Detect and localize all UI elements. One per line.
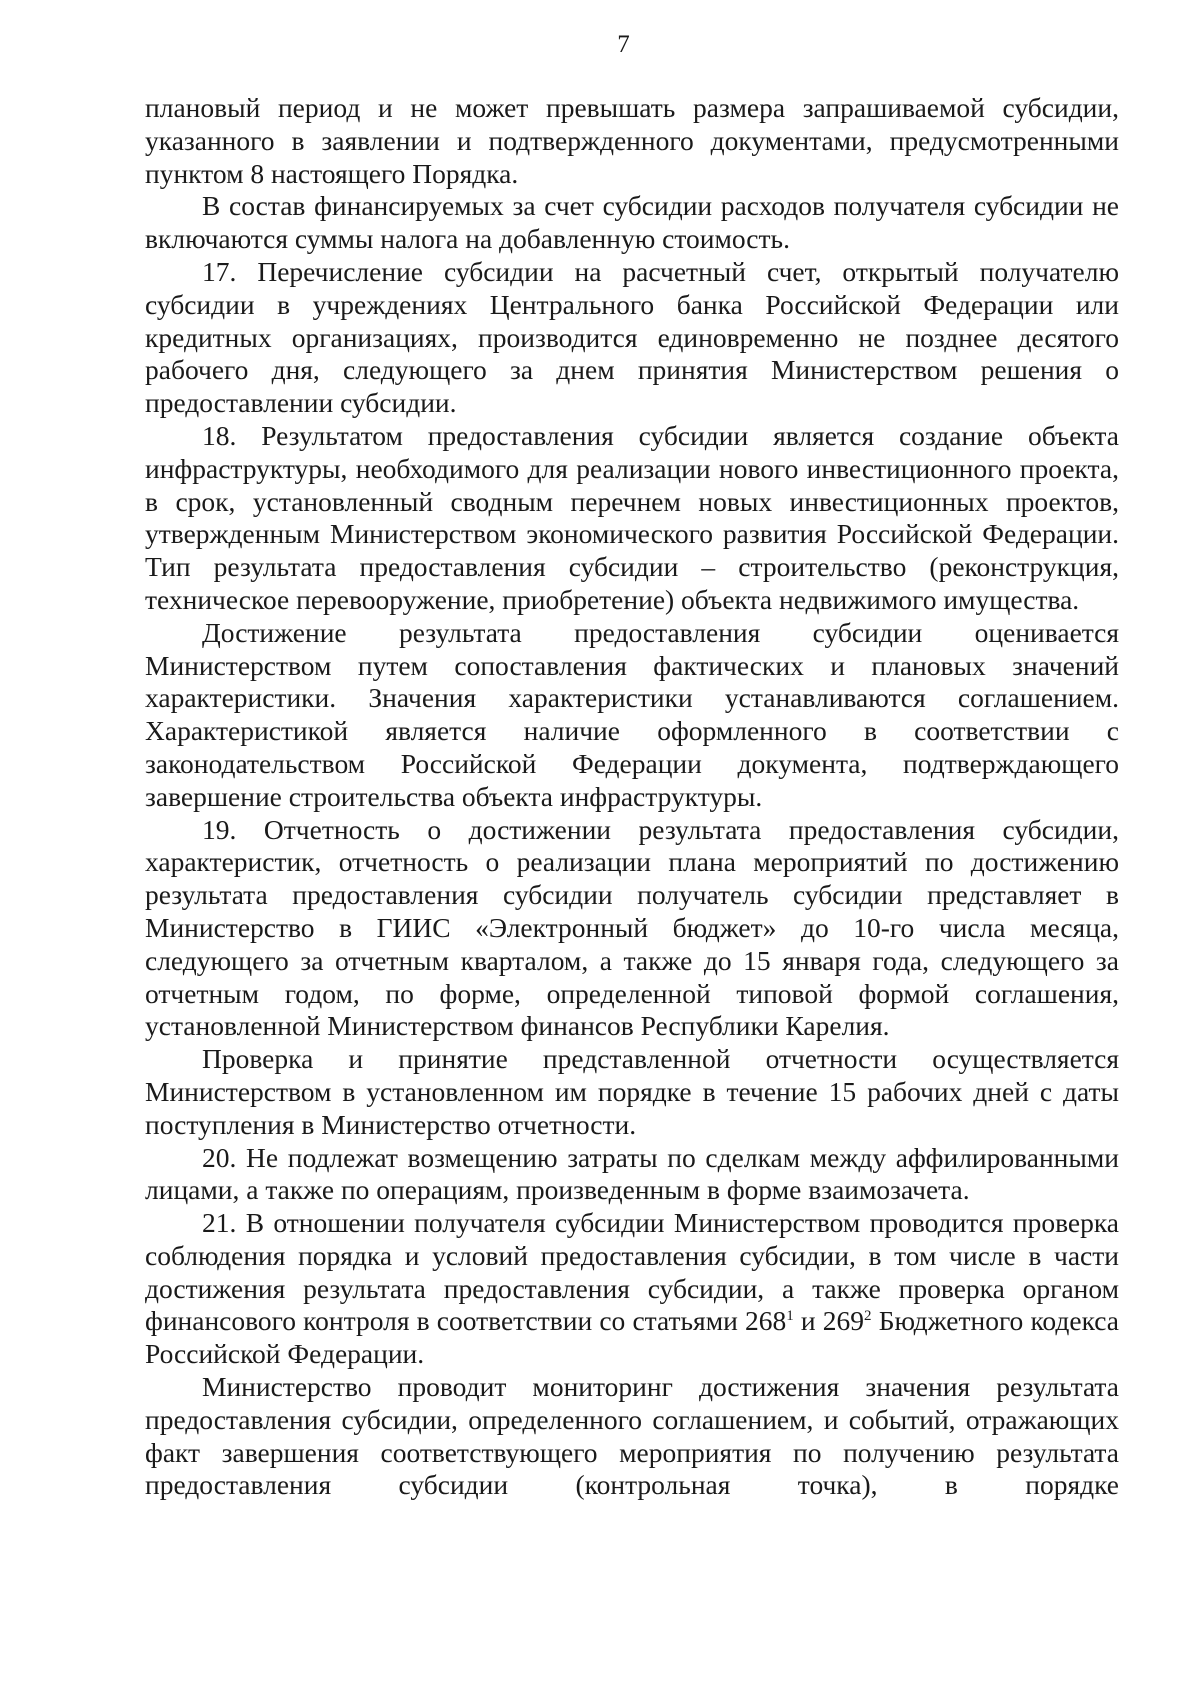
- paragraph-result-assessment: Достижение результата предоставления субсидии оценивается Министерством путем сопоставления фактических и плановых значений характеристики. Значения характеристики устанавливаются соглашением. Характеристикой является наличие оформленного в соответствии с законодательством Российской Федерации документа, подтверждающего завершение строительства объекта инфраструктуры.: [145, 616, 1119, 812]
- superscript-1: 1: [786, 1308, 794, 1325]
- paragraph-21-text-part1: 21. В отношении получателя субсидии Министерством проводится проверка соблюдения порядка и условий предоставления субсидии, в том числе в части достижения результата предоставления субсидии, а также проверка органом финансового контроля в соответствии со статьями 268: [145, 1207, 1119, 1337]
- document-body: [145, 92, 1119, 1502]
- paragraph-continuation: плановый период и не может превышать размера запрашиваемой субсидии, указанного в заявлении и подтвержденного документами, предусмотренными пунктом 8 настоящего Порядка.: [145, 92, 1119, 189]
- paragraph-18: 18. Результатом предоставления субсидии является создание объекта инфраструктуры, необходимого для реализации нового инвестиционного проекта, в срок, установленный сводным перечнем новых инвестиционных проектов, утвержденным Министерством экономического развития Российской Федерации. Тип результата предоставления субсидии – строительство (реконструкция, техническое перевооружение, приобретение) объекта недвижимого имущества.: [145, 419, 1119, 615]
- paragraph-17: 17. Перечисление субсидии на расчетный счет, открытый получателю субсидии в учреждениях Центрального банка Российской Федерации или кредитных организациях, производится единовременно не позднее десятого рабочего дня, следующего за днем принятия Министерством решения о предоставлении субсидии.: [145, 255, 1119, 419]
- paragraph-20: 20. Не подлежат возмещению затраты по сделкам между аффилированными лицами, а также по операциям, произведенным в форме взаимозачета.: [145, 1141, 1119, 1206]
- paragraph-21: [145, 1207, 1119, 1371]
- paragraph-monitoring: Министерство проводит мониторинг достижения значения результата предоставления субсидии, определенного соглашением, и событий, отражающих факт завершения соответствующего мероприятия по получению результата предоставления субсидии (контрольная точка), в порядке: [145, 1371, 1119, 1501]
- paragraph-21-text-part3: Бюджетного кодекса Российской Федерации.: [145, 1305, 1119, 1370]
- paragraph-19: 19. Отчетность о достижении результата предоставления субсидии, характеристик, отчетность о реализации плана мероприятий по достижению результата предоставления субсидии получатель субсидии представляет в Министерство в ГИИС «Электронный бюджет» до 10-го числа месяца, следующего за отчетным кварталом, а также до 15 января года, следующего за отчетным годом, по форме, определенной типовой формой соглашения, установленной Министерством финансов Республики Карелия.: [145, 813, 1119, 1042]
- page-number: 7: [617, 31, 630, 58]
- superscript-2: 2: [864, 1308, 872, 1325]
- paragraph-report-check: Проверка и принятие представленной отчетности осуществляется Министерством в установленном им порядке в течение 15 рабочих дней с даты поступления в Министерство отчетности.: [145, 1043, 1119, 1140]
- paragraph-vat: В состав финансируемых за счет субсидии расходов получателя субсидии не включаются суммы налога на добавленную стоимость.: [145, 190, 1119, 255]
- paragraph-21-text-part2: и 269: [793, 1305, 865, 1337]
